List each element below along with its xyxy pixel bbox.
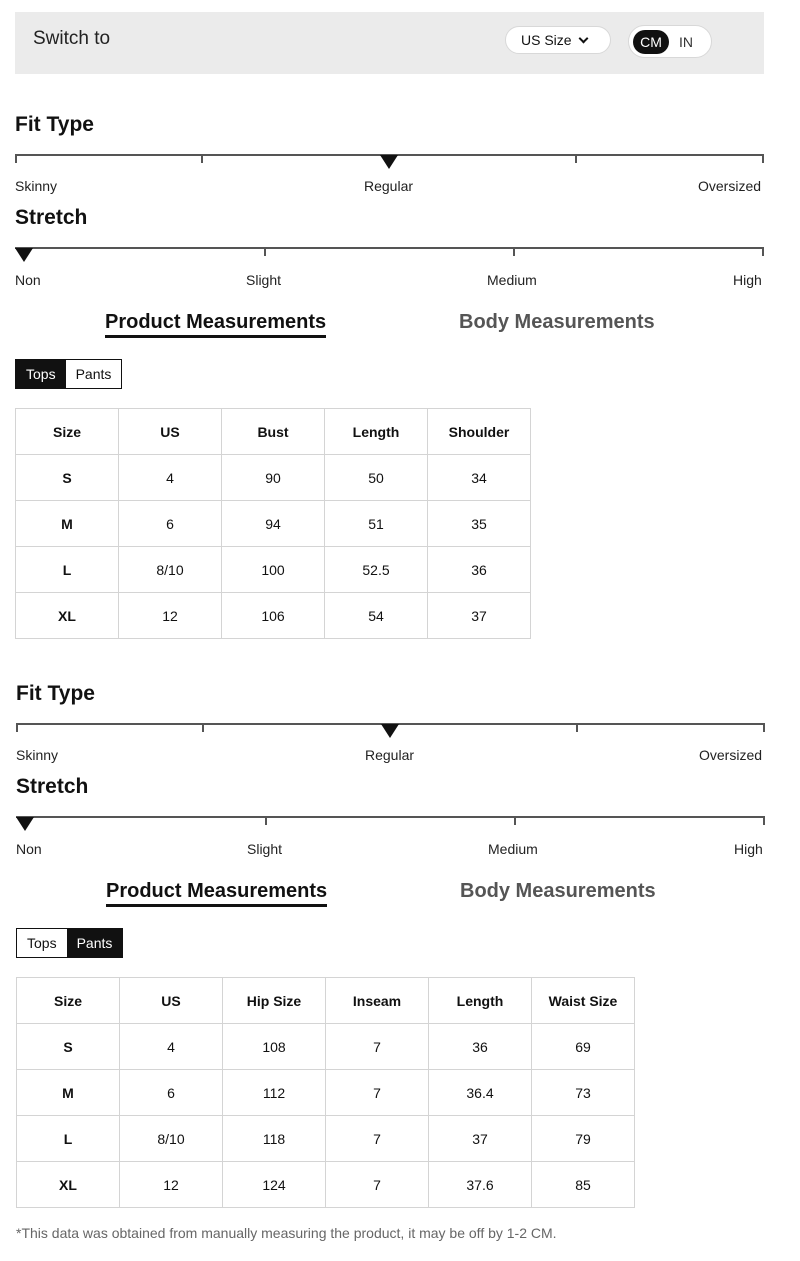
stretch-label-high: High	[733, 272, 762, 288]
stretch-label-slight: Slight	[247, 841, 283, 857]
fit-marker-icon	[381, 724, 399, 738]
stretch-tick	[514, 816, 516, 825]
column-header: Inseam	[326, 978, 429, 1024]
fit-label-regular: Regular	[364, 178, 414, 194]
garment-segment	[16, 928, 123, 958]
table-cell: 35	[428, 501, 531, 547]
tab-product-measurements[interactable]: Product Measurements	[106, 880, 327, 907]
size-cell: XL	[17, 1162, 120, 1208]
table-cell: 12	[119, 593, 222, 639]
table-cell: 69	[532, 1024, 635, 1070]
table-header-row	[17, 978, 635, 1024]
table-cell: 36	[428, 547, 531, 593]
tab-body-measurements[interactable]: Body Measurements	[459, 311, 655, 333]
stretch-scale	[16, 816, 765, 818]
switch-to-label: Switch to	[33, 28, 111, 49]
table-cell: 124	[223, 1162, 326, 1208]
table-cell: 7	[326, 1070, 429, 1116]
stretch-label-medium: Medium	[487, 272, 537, 288]
table-header-row	[16, 409, 531, 455]
table-cell: 6	[120, 1070, 223, 1116]
table-cell: 34	[428, 455, 531, 501]
pants-size-table	[16, 977, 635, 1208]
table-cell: 108	[223, 1024, 326, 1070]
table-cell: 94	[222, 501, 325, 547]
table-cell: 51	[325, 501, 428, 547]
table-row	[17, 1070, 635, 1116]
segment-tops[interactable]: Tops	[16, 360, 66, 388]
size-cell: S	[17, 1024, 120, 1070]
stretch-tick	[265, 816, 267, 825]
size-cell: S	[16, 455, 119, 501]
table-cell: 7	[326, 1116, 429, 1162]
table-cell: 85	[532, 1162, 635, 1208]
segment-tops[interactable]: Tops	[17, 929, 67, 957]
fit-type-title: Fit Type	[15, 113, 94, 136]
table-row	[16, 455, 531, 501]
table-cell: 50	[325, 455, 428, 501]
stretch-label-non: Non	[16, 841, 42, 857]
table-cell: 37	[429, 1116, 532, 1162]
stretch-scale	[15, 247, 764, 249]
column-header: US	[120, 978, 223, 1024]
table-cell: 7	[326, 1024, 429, 1070]
table-cell: 79	[532, 1116, 635, 1162]
column-header: Waist Size	[532, 978, 635, 1024]
tab-product-measurements[interactable]: Product Measurements	[105, 311, 326, 338]
table-row	[17, 1162, 635, 1208]
fit-tick	[202, 723, 204, 732]
table-cell: 8/10	[119, 547, 222, 593]
fit-label-oversized: Oversized	[698, 178, 762, 194]
size-cell: L	[17, 1116, 120, 1162]
fit-tick	[16, 723, 18, 732]
column-header: Length	[429, 978, 532, 1024]
table-cell: 7	[326, 1162, 429, 1208]
table-cell: 37.6	[429, 1162, 532, 1208]
stretch-label-slight: Slight	[246, 272, 282, 288]
table-cell: 8/10	[120, 1116, 223, 1162]
table-cell: 12	[120, 1162, 223, 1208]
fit-tick	[762, 154, 764, 163]
table-row	[17, 1116, 635, 1162]
column-header: Size	[17, 978, 120, 1024]
fit-label-oversized: Oversized	[699, 747, 763, 763]
column-header: Size	[16, 409, 119, 455]
table-cell: 54	[325, 593, 428, 639]
fit-label-skinny: Skinny	[15, 178, 58, 194]
measurement-disclaimer: *This data was obtained from manually measuring the product, it may be off by 1-2 CM.	[16, 1225, 557, 1241]
column-header: Length	[325, 409, 428, 455]
table-cell: 52.5	[325, 547, 428, 593]
table-cell: 6	[119, 501, 222, 547]
size-cell: M	[17, 1070, 120, 1116]
stretch-title: Stretch	[15, 206, 88, 229]
stretch-label-medium: Medium	[488, 841, 538, 857]
table-cell: 90	[222, 455, 325, 501]
size-cell: XL	[16, 593, 119, 639]
fit-tick	[15, 154, 17, 163]
fit-tick	[201, 154, 203, 163]
garment-segment	[15, 359, 122, 389]
table-cell: 4	[120, 1024, 223, 1070]
table-cell: 73	[532, 1070, 635, 1116]
segment-pants[interactable]: Pants	[67, 929, 123, 957]
unit-in-option[interactable]: IN	[679, 34, 693, 50]
fit-tick	[575, 154, 577, 163]
fit-label-regular: Regular	[365, 747, 415, 763]
stretch-tick	[513, 247, 515, 256]
table-cell: 100	[222, 547, 325, 593]
pants-size-section	[0, 569, 800, 1193]
fit-type-title: Fit Type	[16, 682, 95, 705]
stretch-tick	[762, 247, 764, 256]
fit-tick	[576, 723, 578, 732]
stretch-label-non: Non	[15, 272, 41, 288]
unit-cm-option[interactable]: CM	[633, 30, 669, 54]
table-row	[17, 1024, 635, 1070]
stretch-label-high: High	[734, 841, 763, 857]
column-header: Bust	[222, 409, 325, 455]
stretch-title: Stretch	[16, 775, 89, 798]
stretch-tick	[264, 247, 266, 256]
table-cell: 4	[119, 455, 222, 501]
table-cell: 118	[223, 1116, 326, 1162]
tops-size-section	[0, 0, 800, 624]
table-cell: 36	[429, 1024, 532, 1070]
size-system-value: US Size	[521, 32, 572, 48]
size-cell: M	[16, 501, 119, 547]
column-header: Hip Size	[223, 978, 326, 1024]
table-cell: 37	[428, 593, 531, 639]
segment-pants[interactable]: Pants	[66, 360, 122, 388]
stretch-tick	[763, 816, 765, 825]
fit-marker-icon	[380, 155, 398, 169]
stretch-marker-icon	[16, 817, 34, 831]
tab-body-measurements[interactable]: Body Measurements	[460, 880, 656, 902]
table-cell: 36.4	[429, 1070, 532, 1116]
table-cell: 112	[223, 1070, 326, 1116]
table-row	[16, 501, 531, 547]
column-header: US	[119, 409, 222, 455]
fit-tick	[763, 723, 765, 732]
table-cell: 106	[222, 593, 325, 639]
stretch-marker-icon	[15, 248, 33, 262]
column-header: Shoulder	[428, 409, 531, 455]
fit-label-skinny: Skinny	[16, 747, 59, 763]
size-cell: L	[16, 547, 119, 593]
